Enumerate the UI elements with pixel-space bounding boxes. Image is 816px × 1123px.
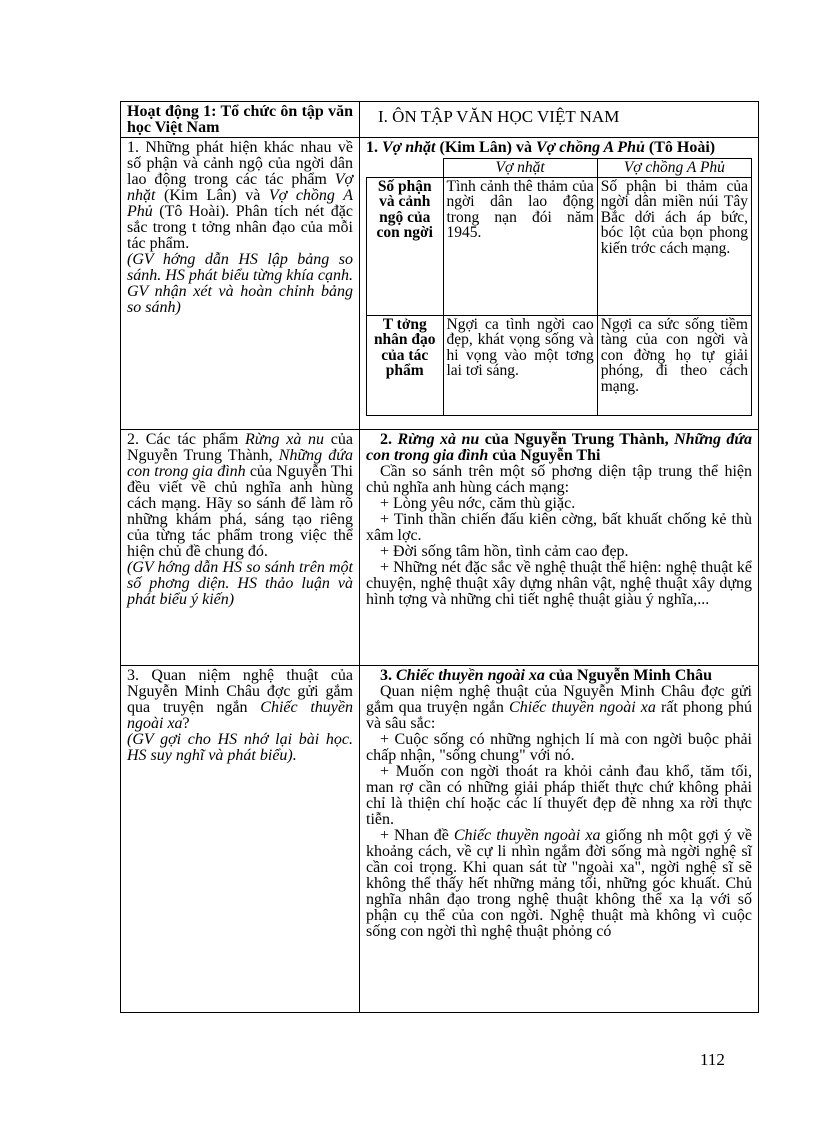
comparison-table (366, 158, 752, 416)
answer-2-title: 2. Rừng xà nu của Nguyễn Trung Thành, Những đứa con trong gia đình của Nguyễn Thi (366, 430, 753, 464)
row-3 (121, 666, 759, 1013)
section-heading: I. ÔN TẬP VĂN HỌC VIỆT NAM (360, 102, 759, 138)
answer-1-title: 1. Vợ nhặt (Kim Lân) và Vợ chồng A Phủ (Tô Hoài) (366, 139, 716, 157)
page-number: 112 (700, 1050, 725, 1069)
answer-3: 3. Chiếc thuyền ngoài xa của Nguyễn Minh Châu Quan niệm nghệ thuật của Nguyễn Minh Châu đợc gửi gắm qua truyện ngắn Chiếc thuyền ngoài xa rất phong phú và sâu sắc: + Cuộc sống có những nghịch lí mà con ngời buộc phải chấp nhận, "sống chung" với nó. + Muốn con ngời thoát ra khỏi cảnh đau khổ, tăm tối, man rợ cần có những giải pháp thiết thực chứ không phải chỉ là thiện chí hoặc các lí thuyết đẹp đẽ nhng xa rời thực tiễn. + Nhan đề Chiếc thuyền ngoài xa giống nh một gợi ý về khoảng cách, về cự li nhìn ngắm đời sống mà ngời nghệ sĩ cần coi trọng. Khi quan sát từ "ngoài xa", ngời nghệ sĩ sẽ không thể thấy hết những mảng tối, những góc khuất. Chủ nghĩa nhân đạo trong nghệ thuật không thể xa lạ với số phận cụ thể của con ngời. Nghệ thuật mà không vì cuộc sống con ngời thì nghệ thuật phỏng có (360, 666, 759, 1013)
cell-humanism-vo-nhat: Ngợi ca tình ngời cao đẹp, khát vọng sống và hi vọng vào một tơng lai tơi sáng. (443, 315, 597, 415)
teacher-note-3: (GV gợi cho HS nhớ lại bài học. HS suy nghĩ và phát biểu). (127, 731, 353, 765)
row-1 (121, 138, 759, 430)
cell-fate-a-phu: Số phận bi thảm của ngời dân miền núi Tây Bắc dới ách áp bức, bóc lột của bọn phong kiến trớc cách mạng. (597, 177, 751, 315)
col-header-vo-chong-a-phu: Vợ chồng A Phủ (597, 159, 751, 178)
question-3: 3. Quan niệm nghệ thuật của Nguyễn Minh Châu đợc gửi gắm qua truyện ngắn Chiếc thuyền ngoài xa? (GV gợi cho HS nhớ lại bài học. HS suy nghĩ và phát biểu). (121, 666, 360, 1013)
col-header-vo-nhat: Vợ nhặt (443, 159, 597, 178)
teacher-note-2: (GV hớng dẫn HS so sánh trên một số phơng diện. HS thảo luận và phát biểu ý kiến) (127, 558, 353, 608)
question-1: 1. Những phát hiện khác nhau về số phận và cảnh ngộ của ngời dân lao động trong các tác phẩm Vợ nhặt (Kim Lân) và Vợ chồng A Phủ (Tô Hoài). Phân tích nét đặc sắc trong t tởng nhân đạo của mỗi tác phẩm. (GV hớng dẫn HS lập bảng so sánh. HS phát biểu từng khía cạnh. GV nhận xét và hoàn chỉnh bảng so sánh) (121, 138, 360, 430)
cell-fate-vo-nhat: Tình cảnh thê thảm của ngời dân lao động trong nạn đói năm 1945. (443, 177, 597, 315)
answer-3-title: 3. Chiếc thuyền ngoài xa của Nguyễn Minh Châu (380, 667, 713, 685)
row-label-humanism: T tởng nhân đạo của tác phẩm (367, 315, 444, 415)
row-2 (121, 429, 759, 665)
teacher-note-1: (GV hớng dẫn HS lập bảng so sánh. HS phát biểu từng khía cạnh. GV nhận xét và hoàn chỉnh bảng so sánh) (127, 251, 353, 317)
answer-2: 2. Rừng xà nu của Nguyễn Trung Thành, Những đứa con trong gia đình của Nguyễn Thi Cần so sánh trên một số phơng diện tập trung thể hiện chủ nghĩa anh hùng cách mạng: + Lòng yêu nớc, căm thù giặc. + Tinh thần chiến đấu kiên cờng, bất khuất chống kẻ thù xâm lợc. + Đời sống tâm hồn, tình cảm cao đẹp. + Những nét đặc sắc về nghệ thuật thể hiện: nghệ thuật kể chuyện, nghệ thuật xây dựng nhân vật, nghệ thuật xây dựng hình tợng và những chi tiết nghệ thuật giàu ý nghĩa,... (360, 429, 759, 665)
header-row (121, 102, 759, 138)
lesson-table (120, 101, 759, 1013)
row-label-fate: Số phận và cảnh ngộ của con ngời (367, 177, 444, 315)
activity-heading: Hoạt động 1: Tổ chức ôn tập văn học Việt Nam (121, 102, 360, 138)
answer-1 (360, 138, 759, 430)
question-2: 2. Các tác phẩm Rừng xà nu của Nguyễn Trung Thành, Những đứa con trong gia đình của Nguyễn Thi đều viết về chủ nghĩa anh hùng cách mạng. Hãy so sánh để làm rõ những khám phá, sáng tạo riêng của từng tác phẩm trong việc thể hiện chủ đề chung đó. (GV hớng dẫn HS so sánh trên một số phơng diện. HS thảo luận và phát biểu ý kiến) (121, 429, 360, 665)
cell-humanism-a-phu: Ngợi ca sức sống tiềm tàng của con ngời và con đờng họ tự giải phóng, đi theo cách mạng. (597, 315, 751, 415)
